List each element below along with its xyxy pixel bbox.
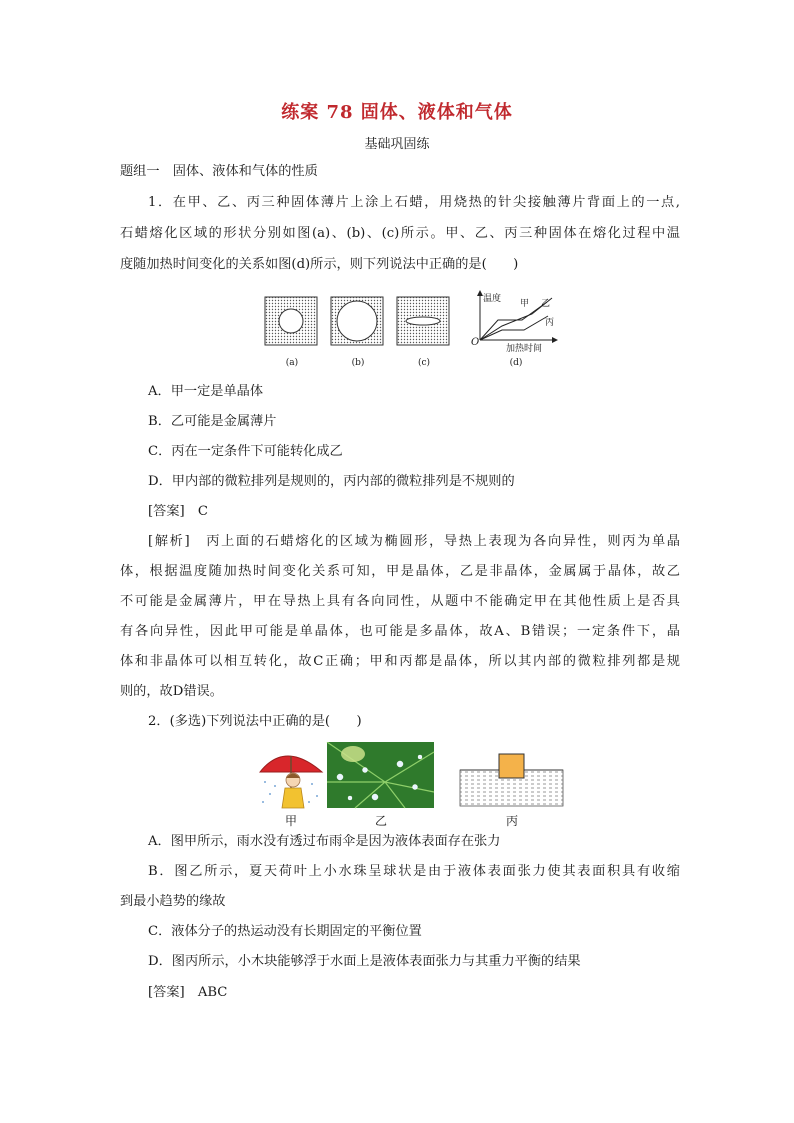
caption-d: (d)	[509, 358, 523, 368]
series-label-bing: 丙	[545, 318, 555, 328]
analysis-1: 不可能是金属薄片，甲在导热上具有各向同性，从题中不能确定甲在其他性质上是否具	[120, 594, 680, 609]
graph-xlabel: 加热时间	[506, 344, 543, 354]
option-d: D．图丙所示，小木块能够浮于水面上是液体表面张力与其重力平衡的结果	[148, 954, 581, 969]
option-c: C．丙在一定条件下可能转化成乙	[148, 444, 343, 459]
section-subtitle: 基础巩固练	[364, 137, 430, 152]
graph-ylabel: 温度	[483, 294, 502, 304]
series-label-jia: 甲	[520, 299, 530, 309]
caption-jia: 甲	[284, 814, 297, 828]
panel-a	[265, 297, 317, 345]
analysis-1: 体和非晶体可以相互转化，故C正确；甲和丙都是晶体，所以其内部的微粒排列都是规	[120, 654, 680, 669]
image-floating-block	[460, 754, 563, 806]
option-a: A．甲一定是单晶体	[148, 384, 264, 399]
analysis-1: 体，根据温度随加热时间变化关系可知，甲是晶体，乙是非晶体，金属属于晶体，故乙	[120, 564, 680, 579]
series-label-yi: 乙	[541, 299, 551, 309]
group-heading: 题组一 固体、液体和气体的性质	[120, 164, 318, 179]
analysis-1: 有各向异性，因此甲可能是单晶体，也可能是多晶体，故A、B错误；一定条件下，晶	[120, 624, 680, 639]
option-b: B．乙可能是金属薄片	[148, 414, 277, 429]
image-umbrella-girl	[260, 756, 322, 808]
panel-c	[397, 297, 449, 345]
question-1-text: 1．在甲、乙、丙三种固体薄片上涂上石蜡，用烧热的针尖接触薄片背面上的一点,	[148, 195, 680, 210]
option-b: B．图乙所示，夏天荷叶上小水珠呈球状是由于液体表面张力使其表面积具有收缩	[148, 864, 680, 879]
question-2-text: 2．(多选)下列说法中正确的是( )	[148, 714, 362, 729]
figure-surface-tension	[255, 742, 565, 810]
option-c: C．液体分子的热运动没有长期固定的平衡位置	[148, 924, 422, 939]
analysis-1: [解析] 丙上面的石蜡熔化的区域为椭圆形，导热上表现为各向异性，则丙为单晶	[148, 534, 680, 549]
graph-origin: O	[471, 337, 480, 348]
caption-yi: 乙	[374, 814, 387, 828]
image-lotus-leaf	[327, 742, 434, 808]
caption-bing: 丙	[505, 814, 518, 828]
analysis-1: 则的，故D错误。	[120, 684, 223, 699]
caption-c: (c)	[417, 358, 431, 368]
answer-1: [答案] C	[148, 504, 208, 519]
answer-2: [答案] ABC	[148, 985, 228, 1000]
page-title: 练案 78 固体、液体和气体	[281, 102, 513, 123]
option-a: A．图甲所示，雨水没有透过布雨伞是因为液体表面存在张力	[148, 834, 501, 849]
question-1-text: 度随加热时间变化的关系如图(d)所示，则下列说法中正确的是( )	[120, 257, 519, 272]
question-1-text: 石蜡熔化区域的形状分别如图(a)、(b)、(c)所示。甲、乙、丙三种固体在熔化过程中温	[120, 226, 680, 241]
option-d: D．甲内部的微粒排列是规则的，丙内部的微粒排列是不规则的	[148, 474, 515, 489]
caption-b: (b)	[351, 358, 365, 368]
option-b: 到最小趋势的缘故	[120, 894, 226, 909]
caption-a: (a)	[285, 358, 299, 368]
panel-b	[331, 297, 383, 345]
